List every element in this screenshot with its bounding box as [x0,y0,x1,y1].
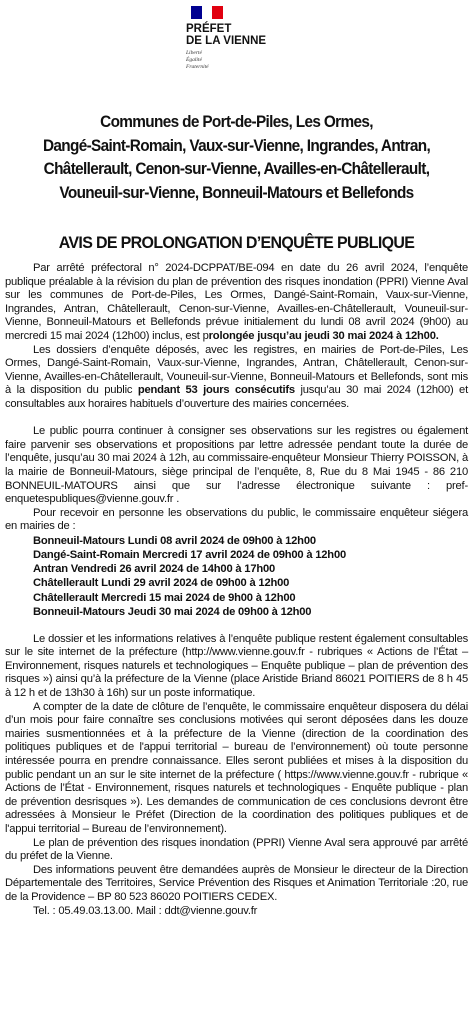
notice-body [5,262,468,918]
paragraph-informations: Des informations peuvent être demandées auprès de Monsieur le directeur de la Direction Départementale des Territoires, Service Prévention des Risques et Animation Territoriale :20, rue de la Providence – BP 80 523 86020 POITIERS CEDEX. [5,863,468,903]
paragraph-dossier-consultation: Le dossier et les informations relatives à l’enquête publique restent également consultables sur le site internet de la préfecture (http://www.vienne.gouv.fr - rubriques « Actions de l’État – Environnement, risques naturels et technologiques – Enquête publique – plan de prévention des risques ») ainsi qu’à la préfecture de la Vienne (place Aristide Briand 86021 POITIERS de 8 h 45 à 12 h et de 13h30 à 16h) sur un poste informatique. [5,632,468,700]
paragraph-observations: Le public pourra continuer à consigner ses observations sur les registres ou également faire parvenir ses observations et propositions par lettre adressée pendant toute la durée de l’enquête, jusqu’au 30 mai 2024 à 12h, au commissaire-enquêteur Monsieur Thierry POISSON, à la mairie de Bonneuil-Matours, siège principal de l’enquête, 8, Rue du 8 Mai 1945 - 86 210 BONNEUIL-MATOURS ainsi que sur l’adresse électronique suivante : pref-enquetespubliques@vienne.gouv.fr . [5,425,468,506]
marianne-flag-icon [191,6,223,19]
paragraph-conclusions: A compter de la date de clôture de l’enquête, le commissaire enquêteur disposera du délai d’un mois pour faire connaître ses conclusions motivées qui seront déposées dans les douze mairies susmentionnées et à la préfecture de la Vienne (direction de la coordination des politiques publiques et de l'appui territorial – bureau de l’environnement) où toute personne intéressée pourra en prendre connaissance. Elles seront publiées et mises à la disposition du public pendant un an sur le site internet de la préfecture ( https://www.vienne.gouv.fr - rubrique « Actions de l’État - Environnement, risques naturels et technologiques - Enquête publique - plan de prévention desrisques »). Les demandes de communication de ces conclusions devront être adressées à Monsieur le Préfet (Direction de la coordination des politiques publiques et de l'appui territorial – Bureau de l’environnement). [5,700,468,835]
logo-motto [186,50,286,71]
schedule-item: Bonneuil-Matours Jeudi 30 mai 2024 de 09h00 à 12h00 [33,605,312,618]
schedule-item: Dangé-Saint-Romain Mercredi 17 avril 2024 de 09h00 à 12h00 [33,549,346,562]
paragraph-permanences-intro: Pour recevoir en personne les observations du public, le commissaire enquêteur siégera en mairies de : [5,506,468,533]
prefecture-logo [186,6,286,86]
paragraph-approbation: Le plan de prévention des risques inondation (PPRI) Vienne Aval sera approuvé par arrêté du préfet de la Vienne. [5,836,468,863]
heading-line: Châtellerault, Cenon-sur-Vienne, Availles-en-Châtellerault, [43,160,430,178]
logo-title [186,23,286,47]
schedule-item: Châtellerault Mercredi 15 mai 2024 de 9h00 à 12h00 [33,591,296,604]
paragraph-dossiers: Les dossiers d’enquête déposés, avec les registres, en mairies de Port-de-Piles, Les Ormes, Dangé-Saint-Romain, Vaux-sur-Vienne, Ingrandes, Antran, Châtellerault, Cenon-sur-Vienne, Availles-en-Châtellerault, Vouneuil-sur-Vienne, Bonneuil-Matours et Bellefonds, sont mis à la disposition du public pendant 53 jours consécutifs jusqu’au 30 mai 2024 (12h00) et consultables aux horaires habituels d’ouverture des mairies concernées. [5,343,468,410]
heading-line: Vouneuil-sur-Vienne, Bonneuil-Matours et Bellefonds [59,183,414,202]
flag-blue [191,6,202,19]
schedule-item: Bonneuil-Matours Lundi 08 avril 2024 de 09h00 à 12h00 [33,534,316,547]
motto-liberte: Liberté [186,50,202,56]
contact-line: Tel. : 05.49.03.13.00. Mail : ddt@vienne.gouv.fr [33,904,258,917]
permanences-schedule [5,534,468,619]
motto-egalite: Égalité [186,57,202,63]
schedule-item: Châtellerault Lundi 29 avril 2024 de 09h00 à 12h00 [33,577,290,590]
paragraph-arrete: Par arrêté préfectoral n° 2024-DCPPAT/BE-094 en date du 26 avril 2024, l’enquête publique préalable à la révision du plan de prévention des risques inondation (PPRI) Vienne Aval sur les communes de Port-de-Piles, Les Ormes, Dangé-Saint-Romain, Vaux-sur-Vienne, Ingrandes, Antran, Châtellerault, Cenon-sur-Vienne, Availles-en-Châtellerault, Vouneuil-sur-Vienne, Bonneuil-Matours et Bellefonds prévue initialement du lundi 08 avril 2024 (9h00) au mercredi 15 mai 2024 (12h00) inclus, est prolongée jusqu’au jeudi 30 mai 2024 à 12h00. [5,262,468,342]
motto-fraternite: Fraternité [186,64,209,70]
heading-line: Dangé-Saint-Romain, Vaux-sur-Vienne, Ingrandes, Antran, [42,136,431,155]
schedule-item: Antran Vendredi 26 avril 2024 de 14h00 à 17h00 [33,563,276,576]
flag-white [202,6,213,19]
logo-title-line2: DE LA VIENNE [186,35,267,47]
notice-title: AVIS DE PROLONGATION D’ENQUÊTE PUBLIQUE [58,233,415,252]
heading-line: Communes de Port-de-Piles, Les Ormes, [100,113,373,131]
flag-red [212,6,223,19]
logo-title-line1: PRÉFET [186,23,232,35]
communes-heading [22,111,451,205]
